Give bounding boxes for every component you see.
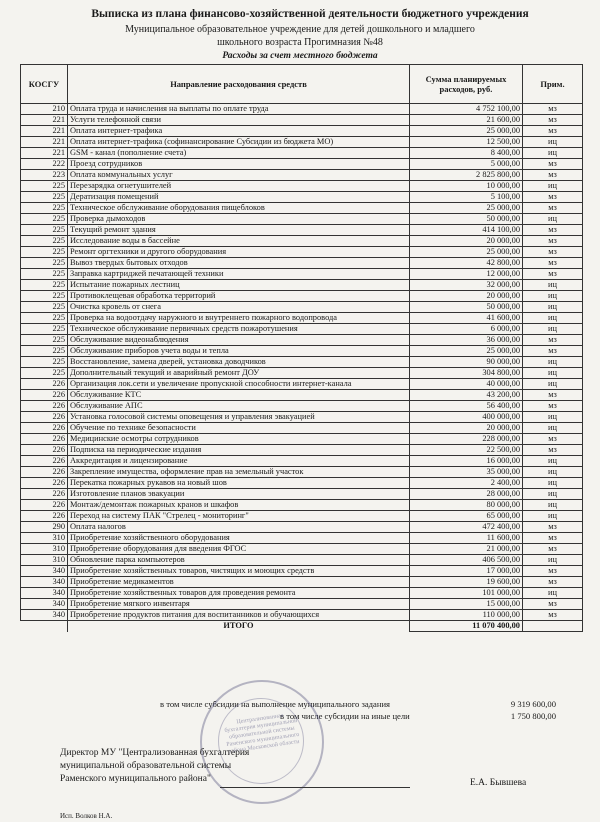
cell-amount: 32 000,00 xyxy=(410,280,523,291)
cell-name: Обновление парка компьютеров xyxy=(68,555,410,566)
executor-name: Исп. Волков Н.А. xyxy=(60,812,113,820)
cell-name: GSM - канал (пополнение счета) xyxy=(68,148,410,159)
cell-note: иц xyxy=(523,588,583,599)
cell-amount: 10 000,00 xyxy=(410,181,523,192)
cell-amount: 35 000,00 xyxy=(410,467,523,478)
cell-amount: 400 000,00 xyxy=(410,412,523,423)
cell-amount: 16 000,00 xyxy=(410,456,523,467)
cell-name: Приобретение оборудования для введения ФГОС xyxy=(68,544,410,555)
cell-name: Оплата интернет-трафика (софинансирование Субсидии из бюджета МО) xyxy=(68,137,410,148)
cell-note: мз xyxy=(523,126,583,137)
cell-amount: 42 800,00 xyxy=(410,258,523,269)
cell-note: иц xyxy=(523,423,583,434)
cell-amount: 472 400,00 xyxy=(410,522,523,533)
cell-note: иц xyxy=(523,148,583,159)
cell-name: Установка голосовой системы оповещения и управления эвакуацией xyxy=(68,412,410,423)
cell-name: Переход на систему ПАК "Стрелец - мониторинг" xyxy=(68,511,410,522)
cell-amount: 20 000,00 xyxy=(410,236,523,247)
signature-line-2: муниципальной образовательной системы xyxy=(60,761,232,771)
table-row xyxy=(21,269,583,280)
cell-code: 226 xyxy=(21,423,68,434)
cell-name: Оплата налогов xyxy=(68,522,410,533)
cell-note: иц xyxy=(523,412,583,423)
cell-name: Услуги телефонной связи xyxy=(68,115,410,126)
cell-amount: 12 500,00 xyxy=(410,137,523,148)
cell-amount: 5 000,00 xyxy=(410,159,523,170)
cell-name: Вывоз твердых бытовых отходов xyxy=(68,258,410,269)
signature-line-1: Директор МУ "Централизованная бухгалтерия xyxy=(60,748,250,758)
cell-name: Проверка дымоходов xyxy=(68,214,410,225)
cell-name: Оплата коммунальных услуг xyxy=(68,170,410,181)
cell-note: мз xyxy=(523,599,583,610)
cell-code: 225 xyxy=(21,324,68,335)
subtotal-label-other: в том числе субсидии на иные цели xyxy=(280,711,410,721)
table-row xyxy=(21,291,583,302)
cell-name: Медицинские осмотры сотрудников xyxy=(68,434,410,445)
institution-line: Муниципальное образовательное учреждение для детей дошкольного и младшего xyxy=(125,24,475,35)
cell-code: 310 xyxy=(21,533,68,544)
table-row xyxy=(21,610,583,621)
cell-code: 340 xyxy=(21,588,68,599)
cell-amount: 2 825 800,00 xyxy=(410,170,523,181)
cell-code: 340 xyxy=(21,599,68,610)
table-row xyxy=(21,148,583,159)
cell-code: 225 xyxy=(21,346,68,357)
table-row xyxy=(21,423,583,434)
cell-note: мз xyxy=(523,544,583,555)
cell-amount: 28 000,00 xyxy=(410,489,523,500)
cell-note: мз xyxy=(523,236,583,247)
cell-name: Оплата интернет-трафика xyxy=(68,126,410,137)
cell-note: мз xyxy=(523,533,583,544)
cell-note: мз xyxy=(523,104,583,115)
table-row xyxy=(21,599,583,610)
cell-name: Оплата труда и начисления на выплаты по оплате труда xyxy=(68,104,410,115)
table-row xyxy=(21,104,583,115)
cell-note: мз xyxy=(523,225,583,236)
cell-amount: 40 000,00 xyxy=(410,379,523,390)
table-row xyxy=(21,159,583,170)
official-stamp xyxy=(200,680,324,804)
subtotal-amount-other: 1 750 800,00 xyxy=(510,711,556,721)
cell-note: мз xyxy=(523,203,583,214)
cell-note: мз xyxy=(523,269,583,280)
header-code: КОСГУ xyxy=(21,65,68,104)
cell-code: 225 xyxy=(21,214,68,225)
cell-amount: 12 000,00 xyxy=(410,269,523,280)
cell-code: 226 xyxy=(21,412,68,423)
cell-name: Приобретение продуктов питания для воспитанников и обучающихся xyxy=(68,610,410,621)
cell-code: 340 xyxy=(21,577,68,588)
cell-name: Монтаж/демонтаж пожарных кранов и шкафов xyxy=(68,500,410,511)
cell-amount: 8 400,00 xyxy=(410,148,523,159)
cell-note: иц xyxy=(523,500,583,511)
cell-code: 225 xyxy=(21,291,68,302)
cell-name: Обучение по технике безопасности xyxy=(68,423,410,434)
table-row xyxy=(21,126,583,137)
table-row xyxy=(21,346,583,357)
table-row xyxy=(21,335,583,346)
signature-line-3: Раменского муниципального района" xyxy=(60,774,211,784)
cell-code: 226 xyxy=(21,390,68,401)
cell-code: 225 xyxy=(21,236,68,247)
cell-amount: 406 500,00 xyxy=(410,555,523,566)
table-row xyxy=(21,225,583,236)
cell-name: Проверка на водоотдачу наружного и внутреннего пожарного водопровода xyxy=(68,313,410,324)
cell-code: 225 xyxy=(21,203,68,214)
cell-amount: 50 000,00 xyxy=(410,302,523,313)
cell-note: мз xyxy=(523,566,583,577)
cell-amount: 80 000,00 xyxy=(410,500,523,511)
signature-rule xyxy=(220,787,410,788)
cell-note: иц xyxy=(523,467,583,478)
table-row xyxy=(21,302,583,313)
table-row xyxy=(21,324,583,335)
cell-code: 340 xyxy=(21,610,68,621)
cell-code: 226 xyxy=(21,511,68,522)
document-title: Выписка из плана финансово-хозяйственной деятельности бюджетного учреждения xyxy=(91,8,529,20)
cell-name: Организация лок.сети и увеличение пропускной способности интернет-канала xyxy=(68,379,410,390)
cell-code: 222 xyxy=(21,159,68,170)
cell-code: 225 xyxy=(21,192,68,203)
cell-code: 310 xyxy=(21,555,68,566)
table-row xyxy=(21,522,583,533)
table-row xyxy=(21,577,583,588)
cell-note: иц xyxy=(523,489,583,500)
table-row xyxy=(21,588,583,599)
cell-note: мз xyxy=(523,247,583,258)
cell-note: иц xyxy=(523,181,583,192)
cell-note: мз xyxy=(523,159,583,170)
cell-amount: 65 000,00 xyxy=(410,511,523,522)
cell-amount: 2 400,00 xyxy=(410,478,523,489)
cell-note: иц xyxy=(523,357,583,368)
cell-name: Дератизация помещений xyxy=(68,192,410,203)
cell-code: 226 xyxy=(21,500,68,511)
cell-amount: 56 400,00 xyxy=(410,401,523,412)
cell-note: мз xyxy=(523,258,583,269)
cell-name: Исследование воды в бассейне xyxy=(68,236,410,247)
cell-amount: 414 100,00 xyxy=(410,225,523,236)
cell-name: Дополнительный текущий и аварийный ремонт ДОУ xyxy=(68,368,410,379)
cell-name: Заправка картриджей печатающей техники xyxy=(68,269,410,280)
cell-name: Обслуживание КТС xyxy=(68,390,410,401)
cell-amount: 11 600,00 xyxy=(410,533,523,544)
header-direction: Направление расходования средств xyxy=(68,65,410,104)
cell-code: 225 xyxy=(21,247,68,258)
cell-note: иц xyxy=(523,456,583,467)
table-row xyxy=(21,368,583,379)
table-row xyxy=(21,500,583,511)
table-row xyxy=(21,434,583,445)
cell-note: мз xyxy=(523,401,583,412)
cell-code: 226 xyxy=(21,445,68,456)
table-row xyxy=(21,357,583,368)
cell-note: иц xyxy=(523,302,583,313)
total-row xyxy=(21,621,583,632)
cell-code: 225 xyxy=(21,335,68,346)
cell-amount: 25 000,00 xyxy=(410,126,523,137)
cell-name: Закрепление имущества, оформление прав на земельный участок xyxy=(68,467,410,478)
total-note xyxy=(523,621,583,632)
cell-code: 226 xyxy=(21,478,68,489)
table-row xyxy=(21,544,583,555)
subtotal-amount-assignment: 9 319 600,00 xyxy=(510,699,556,709)
cell-amount: 304 800,00 xyxy=(410,368,523,379)
cell-code: 225 xyxy=(21,181,68,192)
cell-note: мз xyxy=(523,115,583,126)
cell-name: Техническое обслуживание первичных средств пожаротушения xyxy=(68,324,410,335)
cell-code: 225 xyxy=(21,269,68,280)
cell-amount: 43 200,00 xyxy=(410,390,523,401)
header-amount: Сумма планируемых расходов, руб. xyxy=(410,65,523,104)
table-row xyxy=(21,203,583,214)
cell-name: Приобретение хозяйственных товаров для проведения ремонта xyxy=(68,588,410,599)
cell-name: Перекатка пожарных рукавов на новый шов xyxy=(68,478,410,489)
cell-name: Техническое обслуживание оборудования пищеблоков xyxy=(68,203,410,214)
cell-code: 226 xyxy=(21,401,68,412)
cell-amount: 15 000,00 xyxy=(410,599,523,610)
cell-code: 226 xyxy=(21,434,68,445)
cell-name: Текущий ремонт здания xyxy=(68,225,410,236)
cell-code: 310 xyxy=(21,544,68,555)
cell-amount: 17 000,00 xyxy=(410,566,523,577)
cell-amount: 21 600,00 xyxy=(410,115,523,126)
cell-note: мз xyxy=(523,610,583,621)
cell-name: Обслуживание видеонаблюдения xyxy=(68,335,410,346)
header-note: Прим. xyxy=(523,65,583,104)
cell-note: иц xyxy=(523,313,583,324)
cell-note: иц xyxy=(523,280,583,291)
cell-name: Обслуживание приборов учета воды и тепла xyxy=(68,346,410,357)
cell-code: 225 xyxy=(21,258,68,269)
table-row xyxy=(21,456,583,467)
table-row xyxy=(21,445,583,456)
table-row xyxy=(21,313,583,324)
cell-amount: 41 600,00 xyxy=(410,313,523,324)
table-row xyxy=(21,137,583,148)
cell-note: иц xyxy=(523,379,583,390)
cell-name: Приобретение хозяйственных товаров, чистящих и моющих средств xyxy=(68,566,410,577)
table-row xyxy=(21,247,583,258)
cell-amount: 6 000,00 xyxy=(410,324,523,335)
cell-code: 225 xyxy=(21,225,68,236)
table-row xyxy=(21,467,583,478)
cell-amount: 25 000,00 xyxy=(410,346,523,357)
cell-note: мз xyxy=(523,192,583,203)
cell-amount: 21 000,00 xyxy=(410,544,523,555)
table-row xyxy=(21,214,583,225)
table-row xyxy=(21,478,583,489)
cell-note: иц xyxy=(523,137,583,148)
cell-amount: 4 752 100,00 xyxy=(410,104,523,115)
cell-code: 226 xyxy=(21,489,68,500)
table-row xyxy=(21,192,583,203)
table-row xyxy=(21,280,583,291)
table-row xyxy=(21,390,583,401)
cell-name: Испытание пожарных лестниц xyxy=(68,280,410,291)
cell-name: Ремонт оргтехники и другого оборудования xyxy=(68,247,410,258)
table-body xyxy=(21,104,583,632)
cell-name: Перезарядка огнетушителей xyxy=(68,181,410,192)
cell-note: мз xyxy=(523,170,583,181)
cell-name: Обслуживание АПС xyxy=(68,401,410,412)
cell-code: 221 xyxy=(21,126,68,137)
total-blank xyxy=(21,621,68,632)
expense-table xyxy=(20,64,583,632)
table-row xyxy=(21,258,583,269)
cell-amount: 50 000,00 xyxy=(410,214,523,225)
cell-code: 221 xyxy=(21,115,68,126)
cell-code: 225 xyxy=(21,302,68,313)
cell-note: мз xyxy=(523,445,583,456)
cell-name: Очистка кровель от снега xyxy=(68,302,410,313)
total-label: ИТОГО xyxy=(223,621,254,631)
cell-note: мз xyxy=(523,434,583,445)
cell-name: Проезд сотрудников xyxy=(68,159,410,170)
cell-name: Приобретение медикаментов xyxy=(68,577,410,588)
cell-note: мз xyxy=(523,346,583,357)
cell-note: мз xyxy=(523,522,583,533)
institution-name: школьного возраста Прогимназия №48 xyxy=(217,37,383,48)
cell-amount: 19 600,00 xyxy=(410,577,523,588)
cell-code: 210 xyxy=(21,104,68,115)
cell-note: мз xyxy=(523,577,583,588)
table-row xyxy=(21,533,583,544)
cell-note: иц xyxy=(523,478,583,489)
cell-code: 225 xyxy=(21,357,68,368)
cell-amount: 90 000,00 xyxy=(410,357,523,368)
cell-amount: 25 000,00 xyxy=(410,247,523,258)
cell-amount: 110 000,00 xyxy=(410,610,523,621)
table-row xyxy=(21,566,583,577)
cell-code: 221 xyxy=(21,137,68,148)
cell-note: иц xyxy=(523,291,583,302)
table-row xyxy=(21,115,583,126)
total-amount: 11 070 400,00 xyxy=(410,621,523,632)
cell-code: 225 xyxy=(21,313,68,324)
cell-note: иц xyxy=(523,214,583,225)
cell-code: 223 xyxy=(21,170,68,181)
cell-note: иц xyxy=(523,555,583,566)
section-title: Расходы за счет местного бюджета xyxy=(222,51,378,61)
cell-code: 221 xyxy=(21,148,68,159)
signatory-name: Е.А. Бывшева xyxy=(470,778,527,788)
table-row xyxy=(21,511,583,522)
cell-note: мз xyxy=(523,390,583,401)
cell-note: мз xyxy=(523,335,583,346)
subtotal-label-assignment: в том числе субсидии на выполнение муниципального задания xyxy=(160,699,391,709)
cell-name: Приобретение хозяйственного оборудования xyxy=(68,533,410,544)
cell-amount: 25 000,00 xyxy=(410,203,523,214)
table-row xyxy=(21,181,583,192)
cell-code: 226 xyxy=(21,379,68,390)
table-row xyxy=(21,489,583,500)
stamp-text: Централизованная бухгалтерия муниципальной образовательной системы Раменского муниципального района Московской области xyxy=(224,712,300,755)
cell-code: 225 xyxy=(21,368,68,379)
table-row xyxy=(21,379,583,390)
table-row xyxy=(21,236,583,247)
table-row xyxy=(21,401,583,412)
cell-amount: 228 000,00 xyxy=(410,434,523,445)
cell-code: 226 xyxy=(21,467,68,478)
table-row xyxy=(21,170,583,181)
cell-name: Изготовление планов эвакуации xyxy=(68,489,410,500)
cell-amount: 20 000,00 xyxy=(410,291,523,302)
cell-name: Аккредитация и лицензирование xyxy=(68,456,410,467)
cell-amount: 36 000,00 xyxy=(410,335,523,346)
cell-code: 225 xyxy=(21,280,68,291)
cell-name: Противоклещевая обработка территорий xyxy=(68,291,410,302)
cell-note: иц xyxy=(523,324,583,335)
cell-amount: 20 000,00 xyxy=(410,423,523,434)
cell-note: иц xyxy=(523,368,583,379)
cell-code: 290 xyxy=(21,522,68,533)
table-row xyxy=(21,555,583,566)
cell-name: Восстановление, замена дверей, установка доводчиков xyxy=(68,357,410,368)
table-row xyxy=(21,412,583,423)
cell-code: 340 xyxy=(21,566,68,577)
cell-name: Подписка на периодические издания xyxy=(68,445,410,456)
cell-amount: 22 500,00 xyxy=(410,445,523,456)
cell-amount: 101 000,00 xyxy=(410,588,523,599)
cell-note: иц xyxy=(523,511,583,522)
cell-code: 226 xyxy=(21,456,68,467)
cell-name: Приобретение мягкого инвентаря xyxy=(68,599,410,610)
cell-amount: 5 100,00 xyxy=(410,192,523,203)
